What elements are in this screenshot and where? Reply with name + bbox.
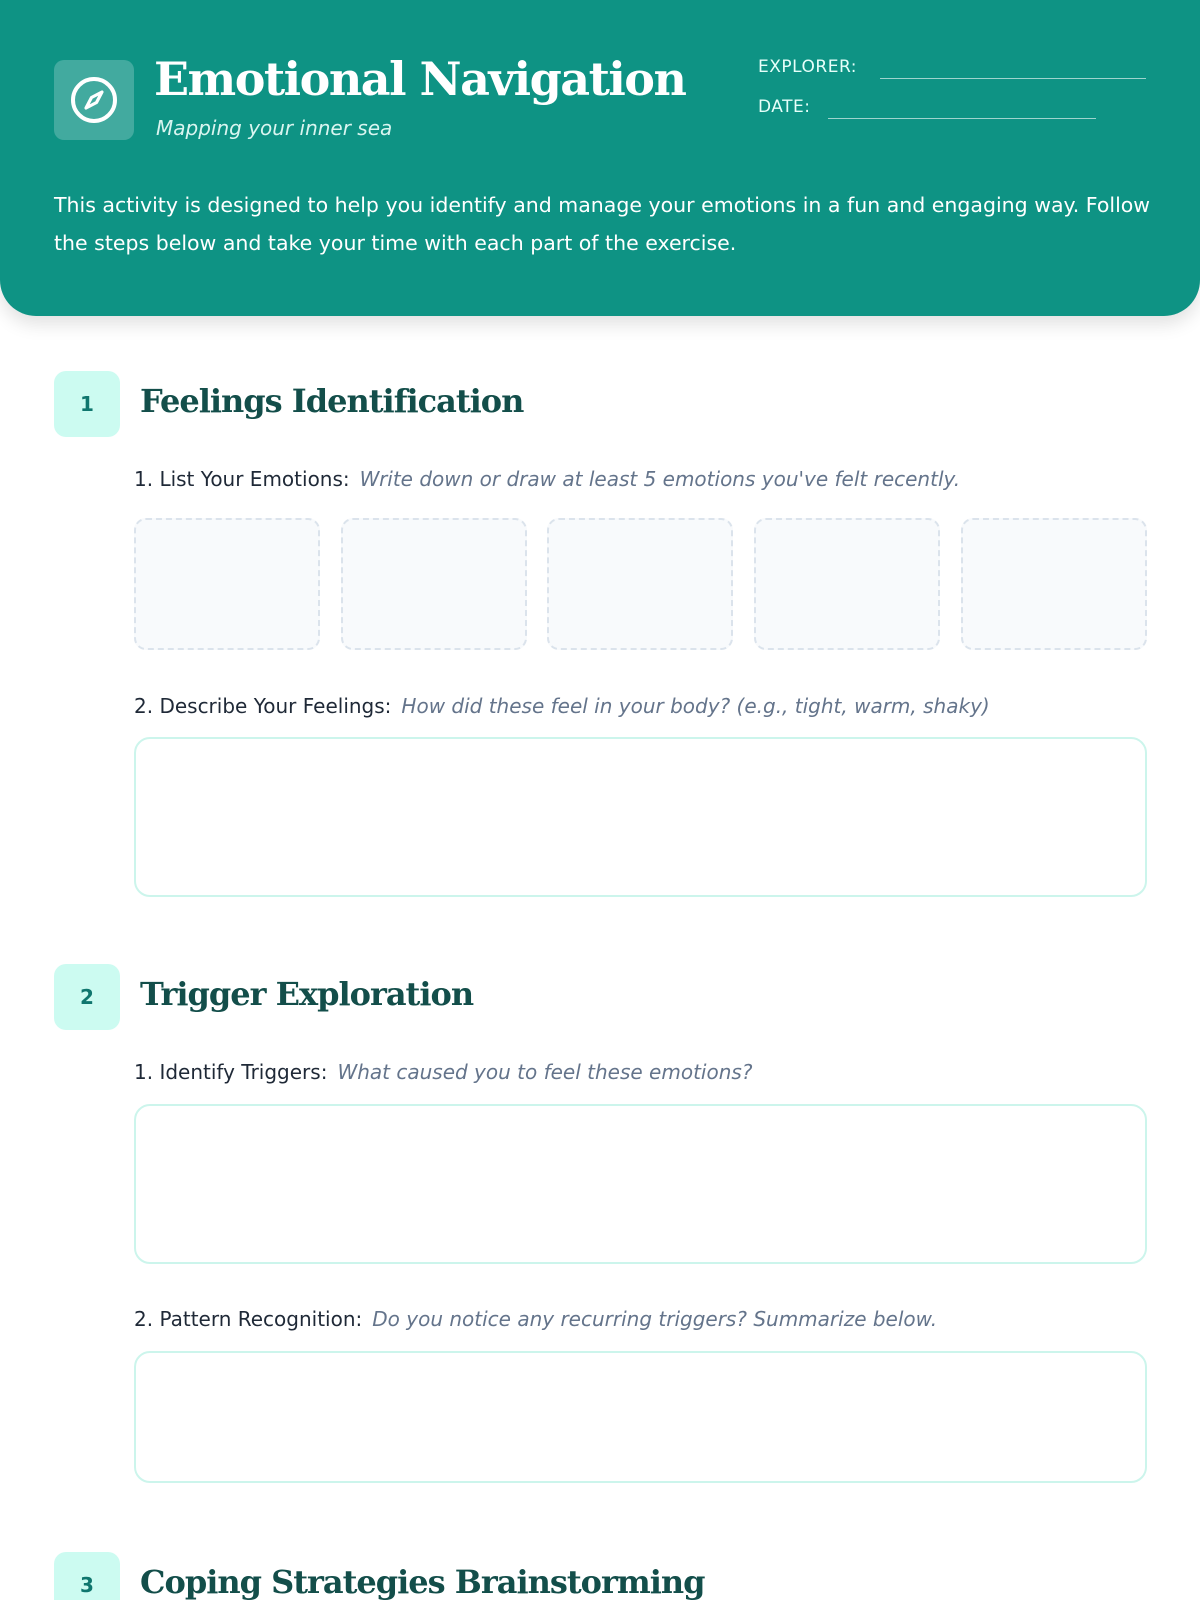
explorer-label: EXPLORER: — [758, 57, 857, 77]
section-3-badge: 3 — [54, 1552, 120, 1600]
date-field[interactable] — [828, 118, 1096, 119]
identify-triggers-answer-area[interactable] — [134, 1104, 1147, 1264]
section-1-title: Feelings Identification — [140, 382, 524, 420]
compass-icon — [54, 60, 134, 140]
emotion-box-3[interactable] — [547, 518, 733, 650]
question-identify-triggers — [134, 1060, 752, 1084]
question-label: 1. List Your Emotions: — [134, 467, 350, 491]
question-hint: Do you notice any recurring triggers? Summarize below. — [372, 1307, 938, 1331]
emotion-box-5[interactable] — [961, 518, 1147, 650]
intro-text: This activity is designed to help you identify and manage your emotions in a fun and engaging way. Follow the steps below and take your time with each part of the exercise. — [54, 193, 1151, 255]
section-1-badge: 1 — [54, 371, 120, 437]
question-pattern-recognition — [134, 1307, 937, 1331]
describe-feelings-answer-area[interactable] — [134, 737, 1147, 897]
section-3-title: Coping Strategies Brainstorming — [140, 1563, 705, 1600]
question-describe-feelings — [134, 694, 990, 718]
emotion-box-2[interactable] — [341, 518, 527, 650]
question-list-emotions — [134, 467, 960, 491]
question-label: 2. Pattern Recognition: — [134, 1307, 363, 1331]
pattern-recognition-answer-area[interactable] — [134, 1351, 1147, 1483]
page-title: Emotional Navigation — [154, 52, 686, 106]
question-hint: Write down or draw at least 5 emotions you've felt recently. — [359, 467, 961, 491]
question-label: 1. Identify Triggers: — [134, 1060, 328, 1084]
emotion-box-1[interactable] — [134, 518, 320, 650]
emotion-box-4[interactable] — [754, 518, 940, 650]
question-label: 2. Describe Your Feelings: — [134, 694, 392, 718]
page-subtitle: Mapping your inner sea — [156, 116, 393, 140]
explorer-field[interactable] — [880, 78, 1146, 79]
date-label: DATE: — [758, 97, 811, 117]
section-2-title: Trigger Exploration — [140, 975, 474, 1013]
worksheet-header — [0, 0, 1200, 316]
section-2-badge: 2 — [54, 964, 120, 1030]
question-hint: What caused you to feel these emotions? — [337, 1060, 753, 1084]
question-hint: How did these feel in your body? (e.g., tight, warm, shaky) — [401, 694, 990, 718]
